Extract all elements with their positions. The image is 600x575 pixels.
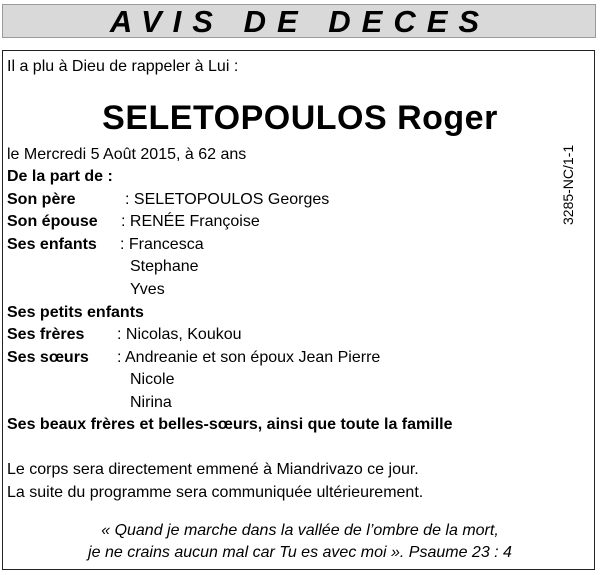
- wife-label: Son épouse: [7, 213, 98, 230]
- family-line: Ses beaux frères et belles-sœurs, ainsi que toute la famille: [7, 416, 453, 433]
- sisters-label: Ses sœurs: [7, 349, 89, 366]
- deceased-name: SELETOPOULOS Roger: [102, 99, 498, 137]
- notice-title: AVIS DE DECES: [109, 4, 491, 39]
- body-line: Le corps sera directement emmené à Miandrivazo ce jour.: [7, 461, 419, 478]
- part-de-heading: De la part de :: [7, 168, 113, 185]
- brothers-value: : Nicolas, Koukou: [117, 326, 242, 343]
- children-label: Ses enfants: [7, 236, 97, 253]
- header-band: [2, 4, 596, 38]
- intro-text: Il a plu à Dieu de rappeler à Lui :: [7, 58, 239, 75]
- quote-line: je ne crains aucun mal car Tu es avec moi ». Psaume 23 : 4: [88, 544, 512, 561]
- grandchildren-label: Ses petits enfants: [7, 304, 144, 321]
- father-value: : SELETOPOULOS Georges: [125, 191, 330, 208]
- child-name: Yves: [130, 281, 165, 298]
- quote-line: « Quand je marche dans la vallée de l’ombre de la mort,: [101, 522, 499, 539]
- sister-name: Nicole: [130, 371, 175, 388]
- date-line: le Mercredi 5 Août 2015, à 62 ans: [7, 146, 247, 163]
- child-name: : Francesca: [120, 236, 204, 253]
- reference-code: 3285-NC/1-1: [560, 144, 576, 225]
- sister-name: Nirina: [130, 394, 172, 411]
- sister-name: : Andreanie et son époux Jean Pierre: [117, 349, 381, 366]
- father-label: Son père: [7, 191, 76, 208]
- body-line: La suite du programme sera communiquée ultérieurement.: [7, 484, 424, 501]
- wife-value: : RENÉE Françoise: [121, 213, 260, 230]
- child-name: Stephane: [130, 258, 199, 275]
- brothers-label: Ses frères: [7, 326, 85, 343]
